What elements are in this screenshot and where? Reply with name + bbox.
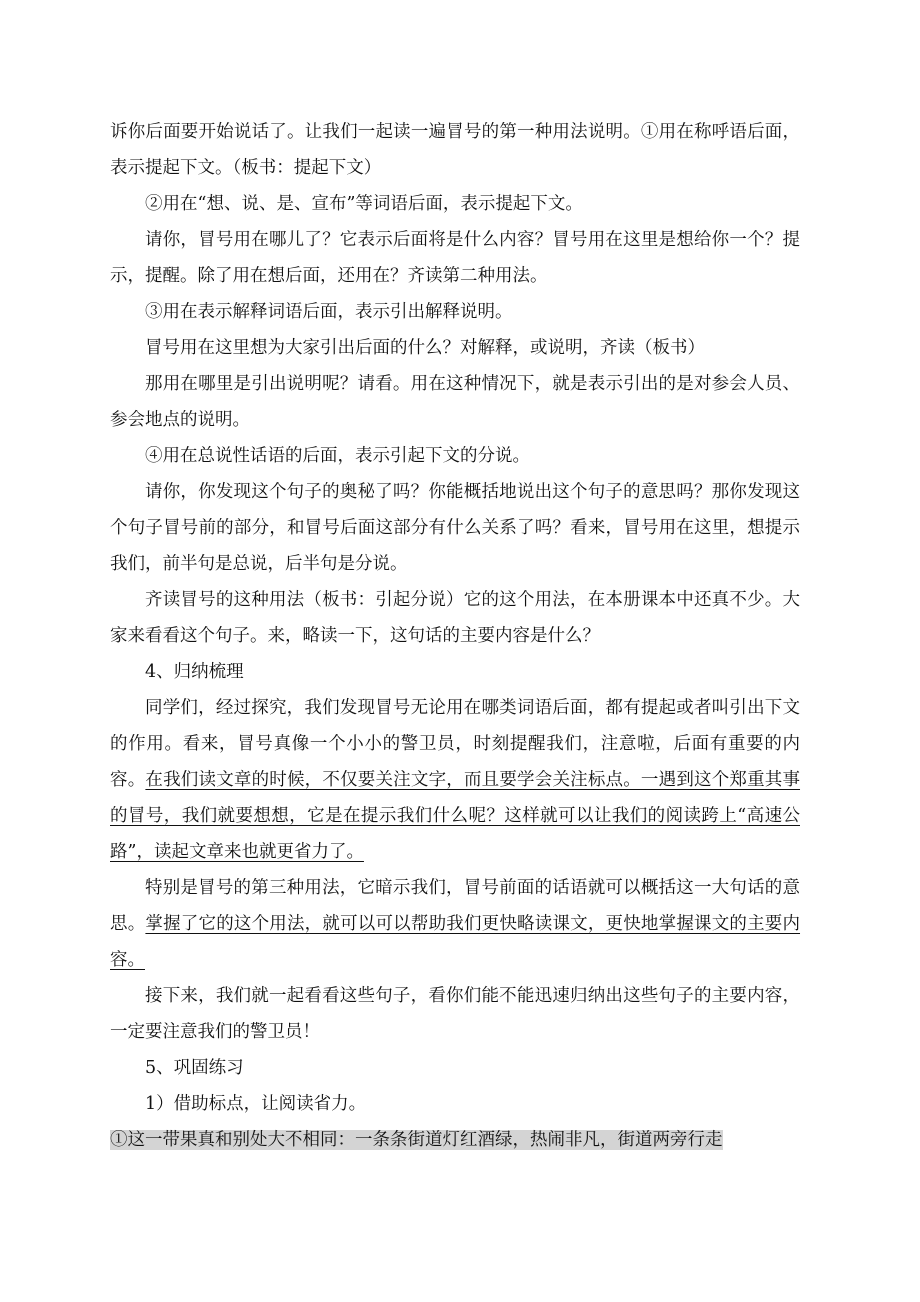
text-segment: ②用在“想、说、是、宣布”等词语后面，表示提起下文。 (145, 194, 583, 214)
underlined-text: 掌握了它的这个用法，就可以可以帮助我们更快略读课文，更快地掌握课文的主要内容。 (110, 914, 801, 970)
text-segment: 特别是冒号的第三种用法，它暗示我们，冒号前面的话语就可以概括这一大句话的意思。 (110, 878, 800, 934)
paragraph (110, 870, 800, 978)
document-body (110, 114, 800, 1158)
text-segment: ④用在总说性话语的后面，表示引起下文的分说。 (145, 446, 530, 466)
paragraph (110, 690, 800, 870)
paragraph (110, 1122, 800, 1158)
paragraph (110, 330, 800, 366)
text-segment: 诉你后面要开始说话了。让我们一起读一遍冒号的第一种用法说明。①用在称呼语后面，表示提起下文。（板书：提起下文） (110, 122, 800, 178)
highlighted-text: ①这一带果真和别处大不相同：一条条街道灯红酒绿，热闹非凡，街道两旁行走 (110, 1130, 723, 1150)
text-segment: 同学们，经过探究，我们发现冒号无论用在哪类词语后面，都有提起或者叫引出下文的作用。看来，冒号真像一个小小的警卫员，时刻提醒我们，注意啦，后面有重要的内容。 (110, 698, 800, 790)
text-segment: 4、归纳梳理 (145, 662, 244, 682)
text-segment: 齐读冒号的这种用法（板书：引起分说）它的这个用法，在本册课本中还真不少。大家来看看这个句子。来，略读一下，这句话的主要内容是什么？ (110, 590, 800, 646)
paragraph (110, 438, 800, 474)
paragraph (110, 474, 800, 582)
text-segment: ③用在表示解释词语后面，表示引出解释说明。 (145, 302, 513, 322)
paragraph (110, 654, 800, 690)
text-segment: 冒号用在这里想为大家引出后面的什么？对解释，或说明，齐读（板书） (145, 338, 705, 358)
paragraph (110, 582, 800, 654)
paragraph (110, 366, 800, 438)
text-segment: 5、巩固练习 (145, 1058, 244, 1078)
paragraph (110, 186, 800, 222)
paragraph (110, 1086, 800, 1122)
paragraph (110, 1050, 800, 1086)
underlined-text: 在我们读文章的时候，不仅要关注文字，而且要学会关注标点。一遇到这个郑重其事的冒号，我们就要想想，它是在提示我们什么呢？这样就可以让我们的阅读跨上“高速公路”，读起文章来也就更省力了。 (110, 770, 801, 862)
paragraph (110, 222, 800, 294)
paragraph (110, 978, 800, 1050)
text-segment: 请你，冒号用在哪儿了？它表示后面将是什么内容？冒号用在这里是想给你一个？提示，提醒。除了用在想后面，还用在？齐读第二种用法。 (110, 230, 800, 286)
paragraph (110, 114, 800, 186)
paragraph (110, 294, 800, 330)
text-segment: 接下来，我们就一起看看这些句子，看你们能不能迅速归纳出这些句子的主要内容，一定要注意我们的警卫员！ (110, 986, 800, 1042)
text-segment: 那用在哪里是引出说明呢？请看。用在这种情况下，就是表示引出的是对参会人员、参会地点的说明。 (110, 374, 800, 430)
text-segment: 请你，你发现这个句子的奥秘了吗？你能概括地说出这个句子的意思吗？那你发现这个句子冒号前的部分，和冒号后面这部分有什么关系了吗？看来，冒号用在这里，想提示我们，前半句是总说，后半句是分说。 (110, 482, 800, 574)
text-segment: 1）借助标点，让阅读省力。 (145, 1094, 367, 1114)
